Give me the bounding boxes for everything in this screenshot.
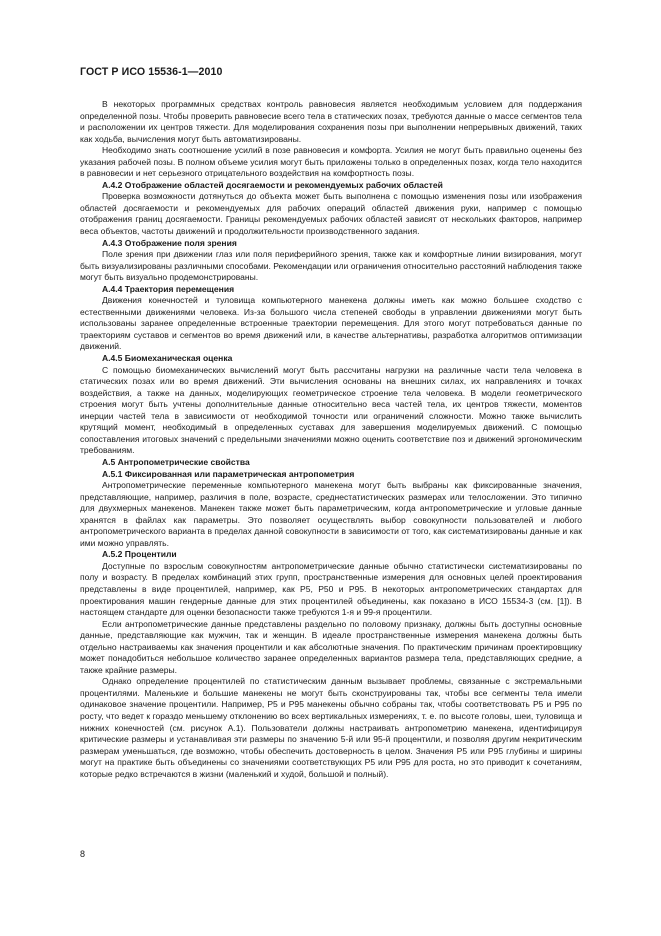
section-heading: А.4.2 Отображение областей досягаемости и рекомендуемых рабочих областей: [102, 179, 443, 190]
section-heading: А.4.4 Траектория перемещения: [102, 283, 235, 294]
section-heading: А.4.3 Отображение поля зрения: [102, 237, 237, 248]
paragraph: Поле зрения при движении глаз или поля периферийного зрения, также как и комфортные линии визирования, могут быть визуализированы различными способами. Рекомендации или ограничения относительно расстояний наблюдения также могут быть визуально продемонстрированы.: [80, 249, 582, 283]
document-header: ГОСТ Р ИСО 15536-1—2010: [80, 66, 223, 78]
paragraph: Доступные по взрослым совокупностям антропометрические данные обычно статистически систематизированы по полу и возрасту. В пределах комбинаций этих групп, пространственные измерения для основных целей проектирования представлены в виде процентилей, например, как P5, P50 и P95. В некоторых антропометрических стандартах для проектирования машин гендерные данные для этих процентилей объединены, как показано в ИСО 15534-3 (см. [1]). В настоящем стандарте для оценки безопасности также требуются 1-я и 99-я процентили.: [80, 560, 582, 618]
paragraph: Если антропометрические данные представлены раздельно по половому признаку, должны быть доступны основные данные, представляющие как мужчин, так и женщин. В идеале пространственные измерения манекена должны быть отдельно настраиваемы как значения процентили и как абсолютные значения. По практическим причинам проектировщику может понадобиться небольшое количество заранее определенных вариантов размера тела, представляющих средние, а также крайние размеры.: [80, 618, 582, 675]
section-heading: А.5.1 Фиксированная или параметрическая антропометрия: [102, 468, 355, 479]
section-heading: А.4.5 Биомеханическая оценка: [102, 353, 233, 364]
paragraph: Движения конечностей и туловища компьютерного манекена должны иметь как можно большее сходство с естественными движениями человека. Из-за большого числа степеней свободы в управлении движениями могут быть использованы заранее определенные встроенные траектории перемещения. Для этого могут потребоваться данные по траекториям суставов и сегментов во время движений или, в качестве альтернативы, разработка алгоритмов оптимизации движений.: [80, 295, 582, 352]
paragraph: Однако определение процентилей по статистическим данным вызывает проблемы, связанные с экстремальными процентилями. Маленькие и большие манекены не могут быть сконструированы так, чтобы все сегменты тела имели одинаковое значение процентили. Например, P5 и P95 манекены обычно собраны так, чтобы соответствовать P5 и P95 по росту, что ведет к гораздо меньшему отклонению во всех вертикальных измерениях, т. е. по высоте головы, шеи, туловища и нижних конечностей (см. рисунок А.1). Пользователи должны настраивать антропометрию манекена, идентифицируя критические размеры и устанавливая эти размеры по значению 5-й или 95-й процентили, и позволяя другим некритическим размерам уменьшаться, где возможно, чтобы обеспечить достоверность в целом. Значения P5 или P95 глубины и ширины могут на практике быть объединены со значениями соответствующих P5 или P95 для роста, но это приводит к сочетаниям, которые редко встречаются в жизни (маленький и худой, большой и полный).: [80, 676, 582, 779]
paragraph: Необходимо знать соотношение усилий в позе равновесия и комфорта. Усилия не могут быть правильно оценены без указания рабочей позы. В полном объеме усилия могут быть приложены только в определенных позах, когда тело находится в равновесии и нет серьезного отрицательного воздействия на комфортность позы.: [80, 145, 582, 179]
paragraph: Проверка возможности дотянуться до объекта может быть выполнена с помощью изменения позы или изображения областей досягаемости и рекомендуемых для рабочих операций областей движения руки, например с помощью отображения границ досягаемости. Границы рекомендуемых рабочих областей зависят от нескольких факторов, например веса объектов, частоты движений и продолжительности производственного задания.: [80, 191, 582, 237]
section-heading: А.5 Антропометрические свойства: [102, 456, 250, 467]
paragraph: В некоторых программных средствах контроль равновесия является необходимым условием для поддержания определенной позы. Чтобы проверить равновесие всего тела в статических позах, требуются данные о массе сегментов тела и расположении их центров тяжести. Для моделирования сохранения позы при выполнении непрерывных движений, таких как ходьба, вычисления могут быть автоматизированы.: [80, 99, 582, 144]
paragraph: Антропометрические переменные компьютерного манекена могут быть выбраны как фиксированные значения, представляющие, например, различия в поле, возрасте, среднестатистических размерах или телосложении. Это типично для двухмерных манекенов. Манекен также может быть параметрическим, когда антропометрические и угловые данные хранятся в файлах как параметры. Это позволяет осуществлять выбор совокупности пользователей и любого антропометрического варианта в пределах данной совокупности в зависимости от того, как систематизированы данные и как ими можно управлять.: [80, 480, 582, 548]
page-number: 8: [80, 849, 86, 859]
document-body: [80, 99, 582, 780]
section-heading: А.5.2 Процентили: [102, 549, 177, 560]
paragraph: С помощью биомеханических вычислений могут быть рассчитаны нагрузки на различные части тела человека в статических позах или во время движений. Эти вычисления основаны на внешних силах, их направлениях и точках воздействия, а также на данных, моделирующих геометрическое строение тела человека. В модели геометрического строения могут быть учтены дополнительные данные относительно веса частей тела, их центров тяжести, моментов инерции частей тела в зависимости от необходимой точности или ограничений сложности. Можно также вычислить крутящий момент, необходимый в определенных суставах для завершения моделируемых движений. С помощью сопоставления итоговых значений с предельными значениями можно оценить соответствие поз и движений эргономическим требованиям.: [80, 364, 582, 456]
